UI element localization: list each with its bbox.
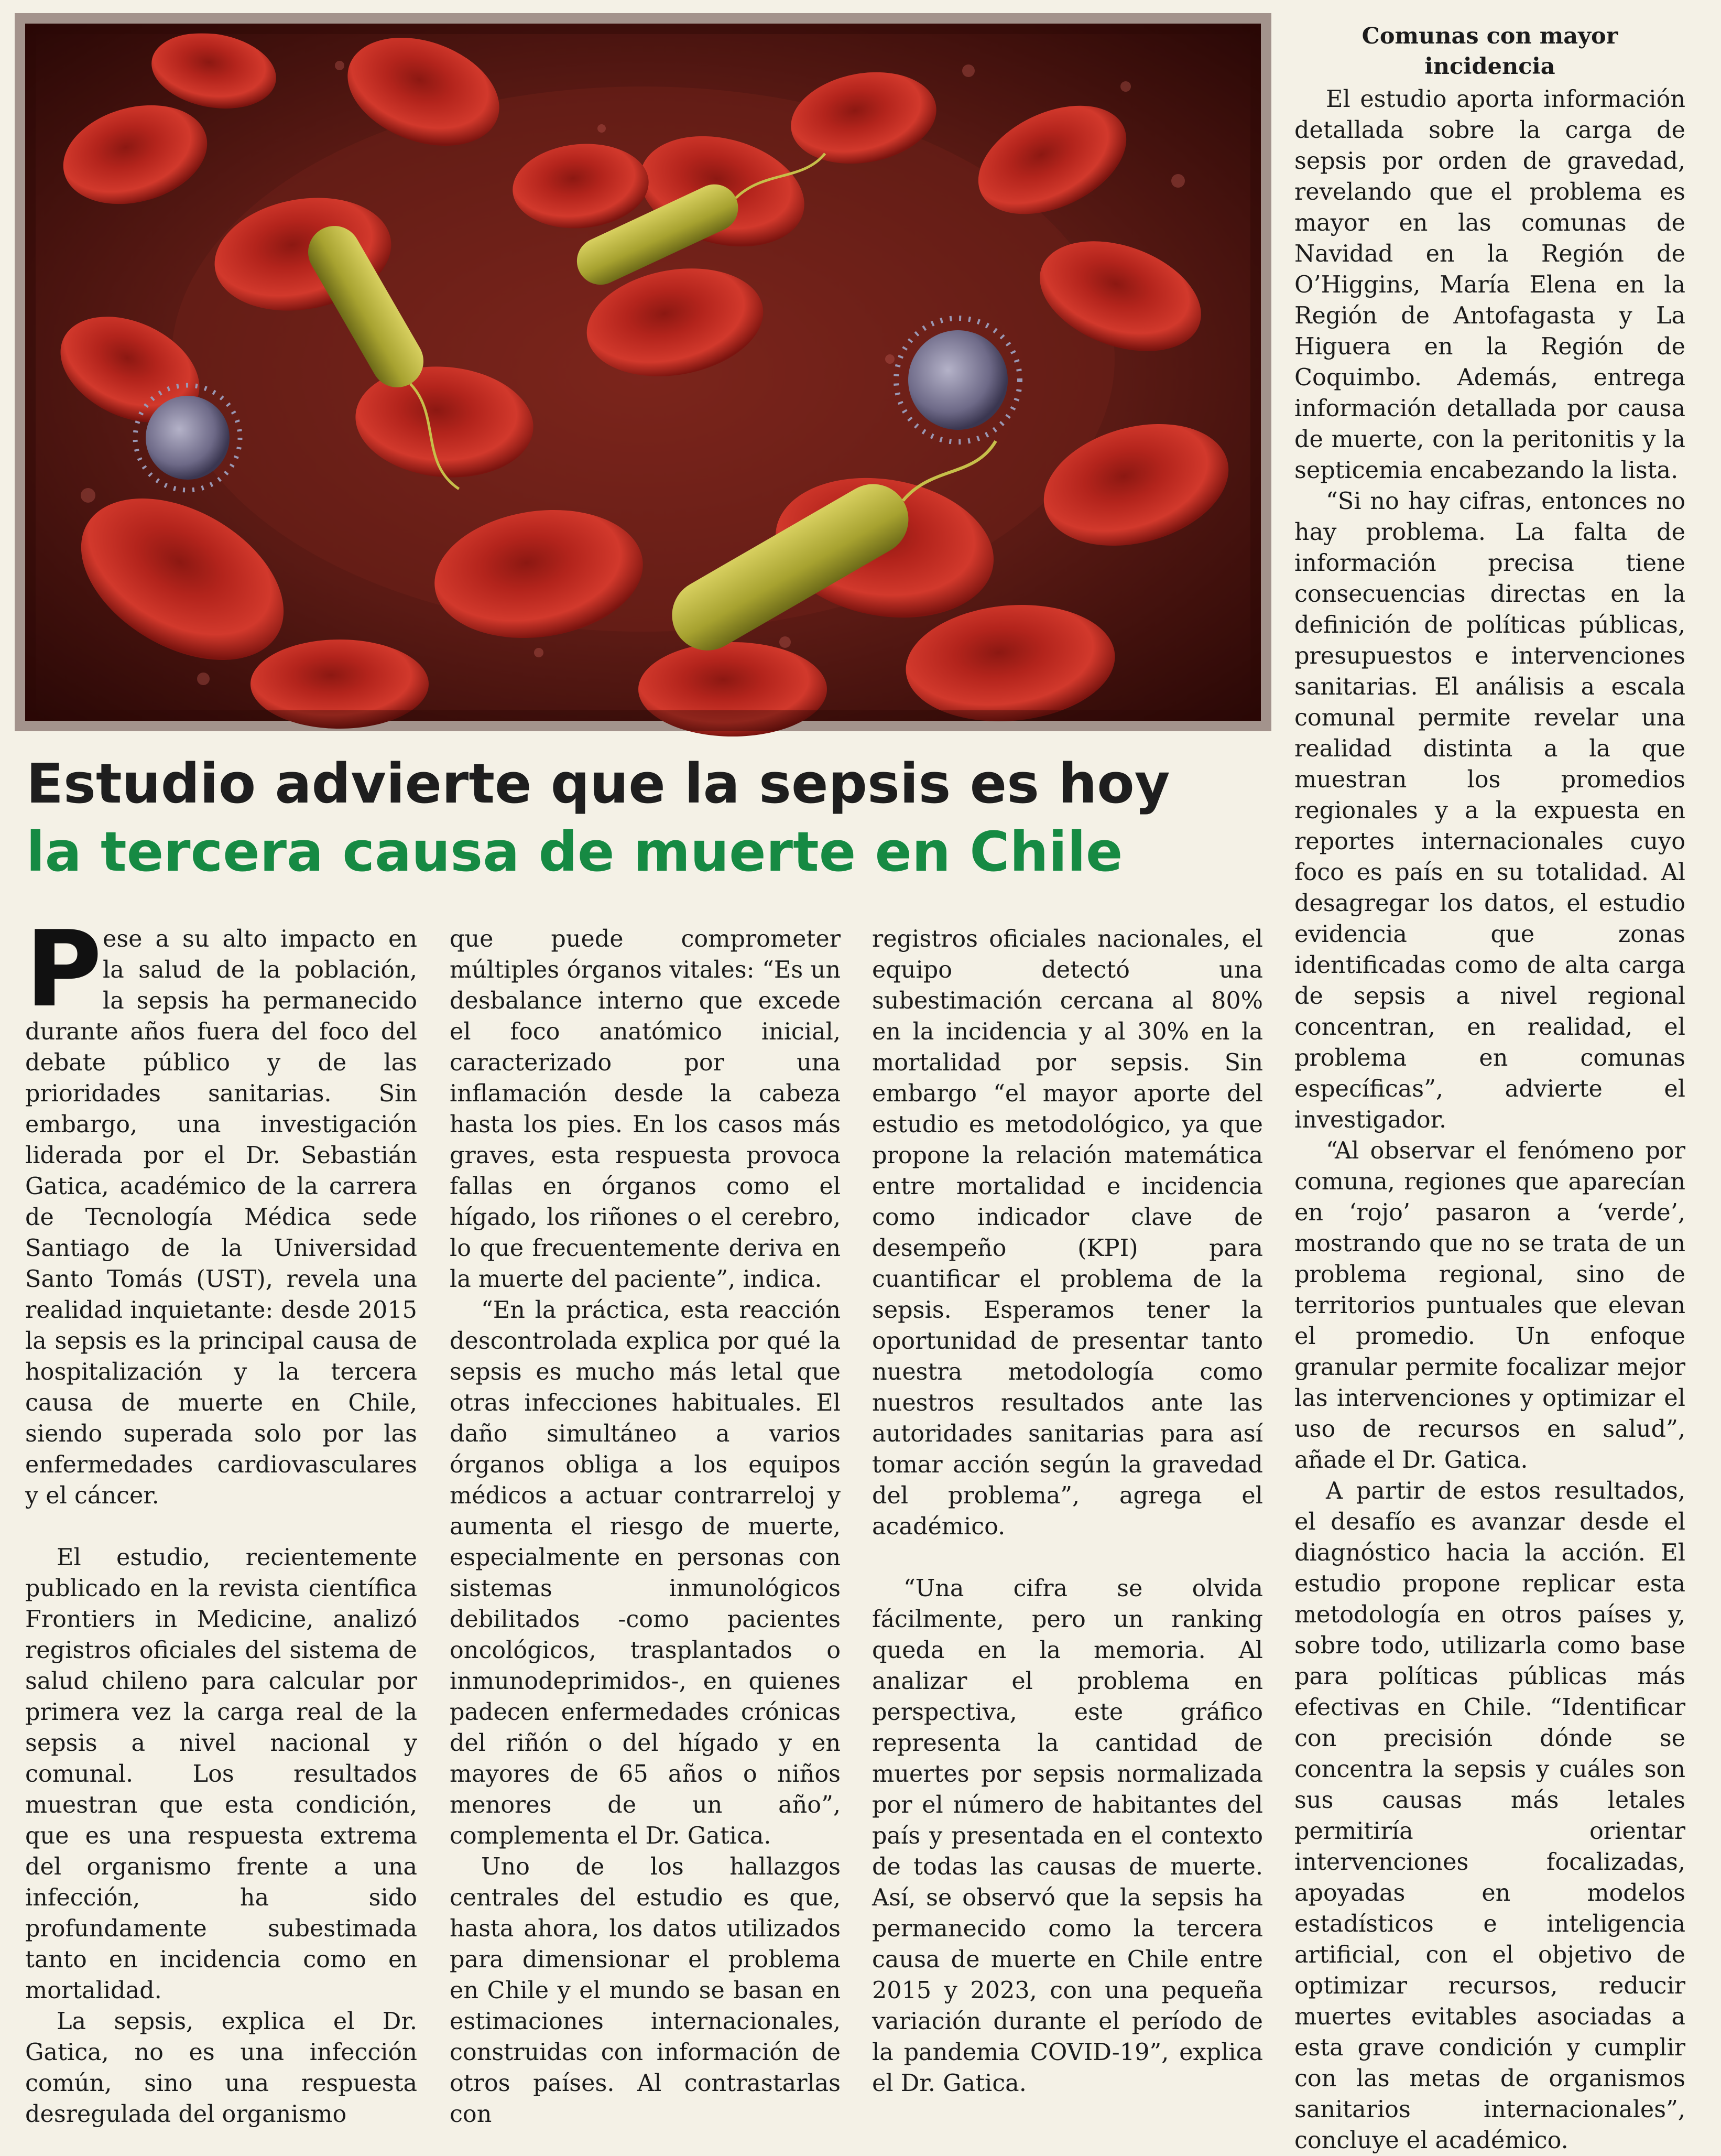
article-paragraph: registros oficiales nacionales, el equipo detectó una subestimación cercana al 80% en la incidencia y al 30% en la mortalidad por sepsis. Sin embargo “el mayor aporte del estudio es metodológico, ya que propone la relación matemática entre mortalidad e incidencia como indicador clave de desempeño (KPI) para cuantificar el problema de la sepsis. Esperamos tener la oportunidad de presentar tanto nuestra metodología como nuestros resultados ante las autoridades sanitarias para así tomar acción según la gravedad del problema”, agrega el académico. <box>872 926 1263 1540</box>
headline-line-1: Estudio advierte que la sepsis es hoy <box>26 752 1170 816</box>
article-paragraph: El estudio aporta información detallada sobre la carga de sepsis por orden de gravedad, revelando que el problema es mayor en las comunas de Navidad en la Región de O’Higgins, María Elena en la Región de Antofagasta y La Higuera en la Región de Coquimbo. Además, entrega información detallada por causa de muerte, con la peritonitis y la septicemia encabezando la lista. <box>1294 86 1685 484</box>
blood-cells-illustration <box>25 24 1261 721</box>
headline-line-2: la tercera causa de muerte en Chile <box>26 820 1123 884</box>
drop-cap: P <box>25 908 102 1031</box>
paragraph-text: ese a su alto impacto en la salud de la población, la sepsis ha permanecido durante años fuera del foco del debate público y de las prioridades sanitarias. Sin embargo, una investigación liderada por el Dr. Sebastián Gatica, académico de la carrera de Tecnología Médica sede Santiago de la Universidad Santo Tomás (UST), revela una realidad inquietante: desde 2015 la sepsis es la principal causa de hospitalización y la tercera causa de muerte en Chile, siendo superada solo por las enfermedades cardiovasculares y el cáncer. <box>25 926 417 1509</box>
article-paragraph <box>25 908 417 1511</box>
article-column-1 <box>25 908 417 2130</box>
article-column-3 <box>872 924 1263 2099</box>
article-paragraph: “Una cifra se olvida fácilmente, pero un ranking queda en la memoria. Al analizar el problema en perspectiva, este gráfico representa la cantidad de muertes por sepsis normalizada por el número de habitantes del país y presentada en el contexto de todas las causas de muerte. Así, se observó que la sepsis ha permanecido como la tercera causa de muerte en Chile entre 2015 y 2023, con una pequeña variación durante el período de la pandemia COVID-19”, explica el Dr. Gatica. <box>872 1575 1263 2097</box>
article-paragraph: “Al observar el fenómeno por comuna, regiones que aparecían en ‘rojo’ pasaron a ‘verde’, mostrando que no se trata de un problema regional, sino de territorios puntuales que elevan el promedio. Un enfoque granular permite focalizar mejor las intervenciones y optimizar el uso de recursos en salud”, añade el Dr. Gatica. <box>1294 1137 1685 1474</box>
article-paragraph: La sepsis, explica el Dr. Gatica, no es una infección común, sino una respuesta desregulada del organismo <box>25 2008 417 2128</box>
article-paragraph: El estudio, recientemente publicado en la revista científica Frontiers in Medicine, analizó registros oficiales del sistema de salud chileno para calcular por primera vez la carga real de la sepsis a nivel nacional y comunal. Los resultados muestran que esta condición, que es una respuesta extrema del organismo frente a una infección, ha sido profundamente subestimada tanto en incidencia como en mortalidad. <box>25 1544 417 2004</box>
headline <box>26 750 1258 886</box>
article-column-2 <box>450 924 841 2130</box>
hero-image <box>25 24 1261 721</box>
sidebar-title: Comunas con mayor incidencia <box>1361 23 1618 80</box>
article-paragraph: que puede comprometer múltiples órganos vitales: “Es un desbalance interno que excede el foco anatómico inicial, caracterizado por una inflamación desde la cabeza hasta los pies. En los casos más graves, esta respuesta provoca fallas en órganos como el hígado, los riñones o el cerebro, lo que frecuentemente deriva en la muerte del paciente”, indica. <box>450 926 841 1293</box>
article-paragraph: A partir de estos resultados, el desafío es avanzar desde el diagnóstico hacia la acción. El estudio propone replicar esta metodología en otros países y, sobre todo, utilizarla como base para políticas públicas más efectivas en Chile. “Identificar con precisión dónde se concentra la sepsis y cuáles son sus causas más letales permitiría orientar intervenciones focalizadas, apoyadas en modelos estadísticos e inteligencia artificial, con el objetivo de optimizar recursos, reducir muertes evitables asociadas a esta grave condición y cumplir con las metas de organismos sanitarios internacionales”, concluye el académico. <box>1294 1478 1685 2154</box>
article-paragraph: “En la práctica, esta reacción descontrolada explica por qué la sepsis es mucho más letal que otras infecciones habituales. El daño simultáneo a varios órganos obliga a los equipos médicos a actuar contrarreloj y aumenta el riesgo de muerte, especialmente en personas con sistemas inmunológicos debilitados -como pacientes oncológicos, trasplantados o inmunodeprimidos-, en quienes padecen enfermedades crónicas del riñón o del hígado y en mayores de 65 años o niños menores de un año”, complementa el Dr. Gatica. <box>450 1297 841 1849</box>
article-paragraph: Uno de los hallazgos centrales del estudio es que, hasta ahora, los datos utilizados para dimensionar el problema en Chile y el mundo se basan en estimaciones internacionales, construidas con información de otros países. Al contrastarlas con <box>450 1854 841 2128</box>
article-paragraph: “Si no hay cifras, entonces no hay problema. La falta de información precisa tiene consecuencias directas en la definición de políticas públicas, presupuestos e intervenciones sanitarias. El análisis a escala comunal permite revelar una realidad distinta a la que muestran los promedios regionales y a la expuesta en reportes internacionales cuyo foco es país en su totalidad. Al desagregar los datos, el estudio evidencia que zonas identificadas como de alta carga de sepsis a nivel regional concentran, en realidad, el problema en comunas específicas”, advierte el investigador. <box>1294 488 1685 1133</box>
article-column-4 <box>1294 84 1685 2156</box>
